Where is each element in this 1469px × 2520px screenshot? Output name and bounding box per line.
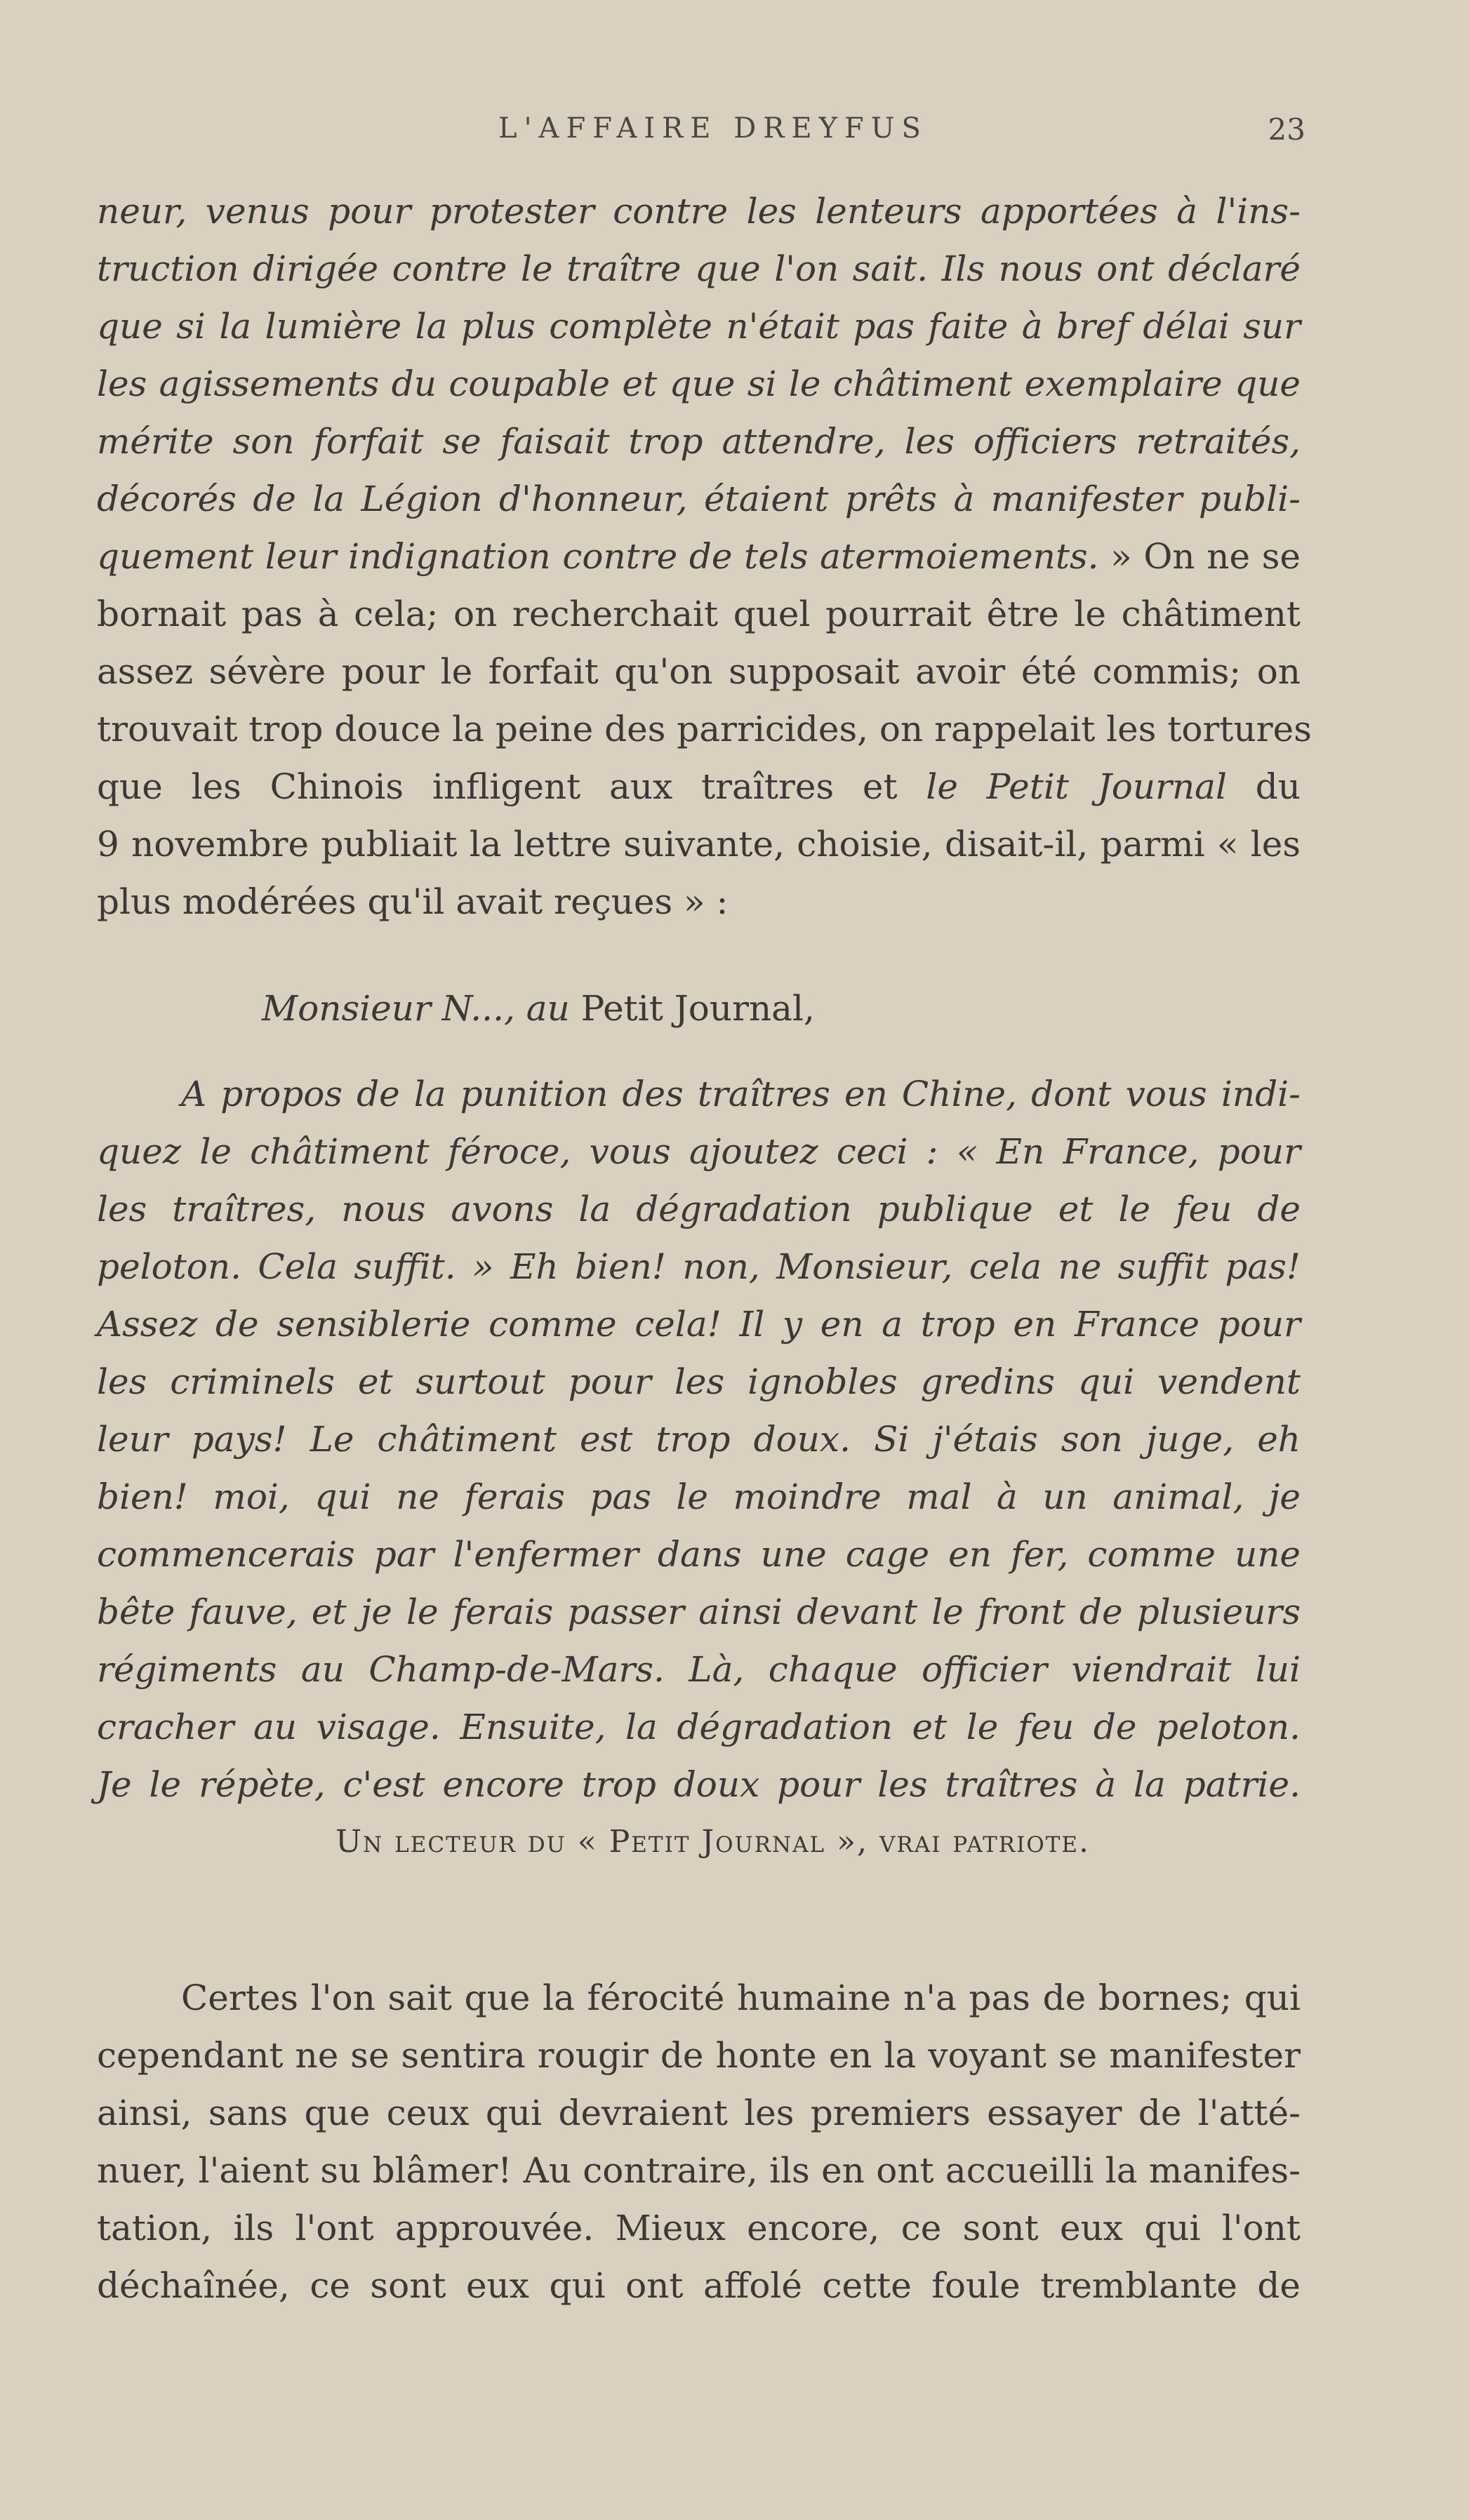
page-number: 23 — [1268, 112, 1305, 147]
text-line: plus modérées qu'il avait reçues » : — [97, 881, 729, 922]
text-line: truction dirigée contre le traître que l'on sait. Ils nous ont déclaré — [97, 248, 1301, 289]
running-head — [98, 112, 1305, 154]
text-line: décorés de la Légion d'honneur, étaient prêts à manifester publi- — [97, 479, 1301, 519]
text-line: les agissements du coupable et que si le châtiment exemplaire que — [97, 364, 1301, 404]
letter-line: régiments au Champ-de-Mars. Là, chaque officier viendrait lui — [97, 1649, 1301, 1690]
spacer — [97, 1037, 1301, 1065]
text-line: 9 novembre publiait la lettre suivante, choisie, disait-il, parmi « les — [97, 824, 1301, 865]
letter-line: peloton. Cela suffit. » Eh bien! non, Monsieur, cela ne suffit pas! — [97, 1246, 1301, 1287]
spacer — [97, 931, 1301, 980]
text-line: déchaînée, ce sont eux qui ont affolé cette foule tremblante de — [97, 2265, 1301, 2306]
letter-line: leur pays! Le châtiment est trop doux. Si j'étais son juge, eh — [97, 1419, 1301, 1460]
spacer — [97, 1871, 1301, 1969]
letter-line: Je le répète, c'est encore trop doux pour les traîtres à la patrie. — [97, 1764, 1301, 1805]
text-line: bornait pas à cela; on recherchait quel pourrait être le châtiment — [97, 594, 1301, 634]
letter-signature: Un lecteur du « Petit Journal », vrai patriote. — [335, 1824, 1091, 1860]
letter-line: quez le châtiment féroce, vous ajoutez ceci : « En France, pour — [97, 1131, 1301, 1172]
text-line: ainsi, sans que ceux qui devraient les premiers essayer de l'atté- — [97, 2093, 1301, 2133]
running-title: L'AFFAIRE DREYFUS — [498, 112, 928, 145]
text-line: cependant ne se sentira rougir de honte en la voyant se manifester — [97, 2035, 1301, 2076]
text-line: nuer, l'aient su blâmer! Au contraire, ils en ont accueilli la manifes- — [97, 2150, 1301, 2191]
letter-line: cracher au visage. Ensuite, la dégradation et le feu de peloton. — [97, 1707, 1301, 1747]
roman-run: » On ne se — [1098, 536, 1301, 577]
text-line: trouvait trop douce la peine des parricides, on rappelait les tortures — [97, 709, 1312, 749]
italic-run: quement leur indignation contre de tels atermoiements. — [97, 536, 1099, 577]
text-line: que si la lumière la plus complète n'était pas faite à bref délai sur — [97, 306, 1301, 347]
text-line: tation, ils l'ont approuvée. Mieux encore, ce sont eux qui l'ont — [97, 2208, 1301, 2248]
letter-line: Assez de sensiblerie comme cela! Il y en a trop en France pour — [97, 1304, 1301, 1345]
italic-run: Monsieur N..., au — [262, 988, 570, 1029]
text-line: mérite son forfait se faisait trop attendre, les officiers retraités, — [97, 421, 1301, 462]
roman-run: Petit Journal, — [569, 988, 815, 1029]
roman-run: du — [1226, 766, 1301, 807]
letter-line: bien! moi, qui ne ferais pas le moindre mal à un animal, je — [97, 1476, 1301, 1517]
text-line: neur, venus pour protester contre les lenteurs apportées à l'ins- — [97, 191, 1301, 232]
letter-line: A propos de la punition des traîtres en Chine, dont vous indi- — [181, 1074, 1301, 1114]
roman-run: que les Chinois infligent aux traîtres et — [97, 766, 926, 807]
text-block — [97, 182, 1312, 2314]
text-line — [97, 528, 1301, 585]
newspaper-title: le Petit Journal — [926, 766, 1227, 807]
letter-salutation — [97, 980, 1301, 1037]
letter-line: les criminels et surtout pour les ignobles gredins qui vendent — [97, 1361, 1301, 1402]
text-line — [97, 758, 1301, 815]
text-line: Certes l'on sait que la férocité humaine n'a pas de bornes; qui — [181, 1978, 1301, 2018]
text-line: assez sévère pour le forfait qu'on supposait avoir été commis; on — [97, 651, 1301, 692]
letter-line: commencerais par l'enfermer dans une cage en fer, comme une — [97, 1534, 1301, 1575]
letter-line: les traîtres, nous avons la dégradation publique et le feu de — [97, 1189, 1301, 1229]
letter-line: bête fauve, et je le ferais passer ainsi devant le front de plusieurs — [97, 1592, 1301, 1632]
